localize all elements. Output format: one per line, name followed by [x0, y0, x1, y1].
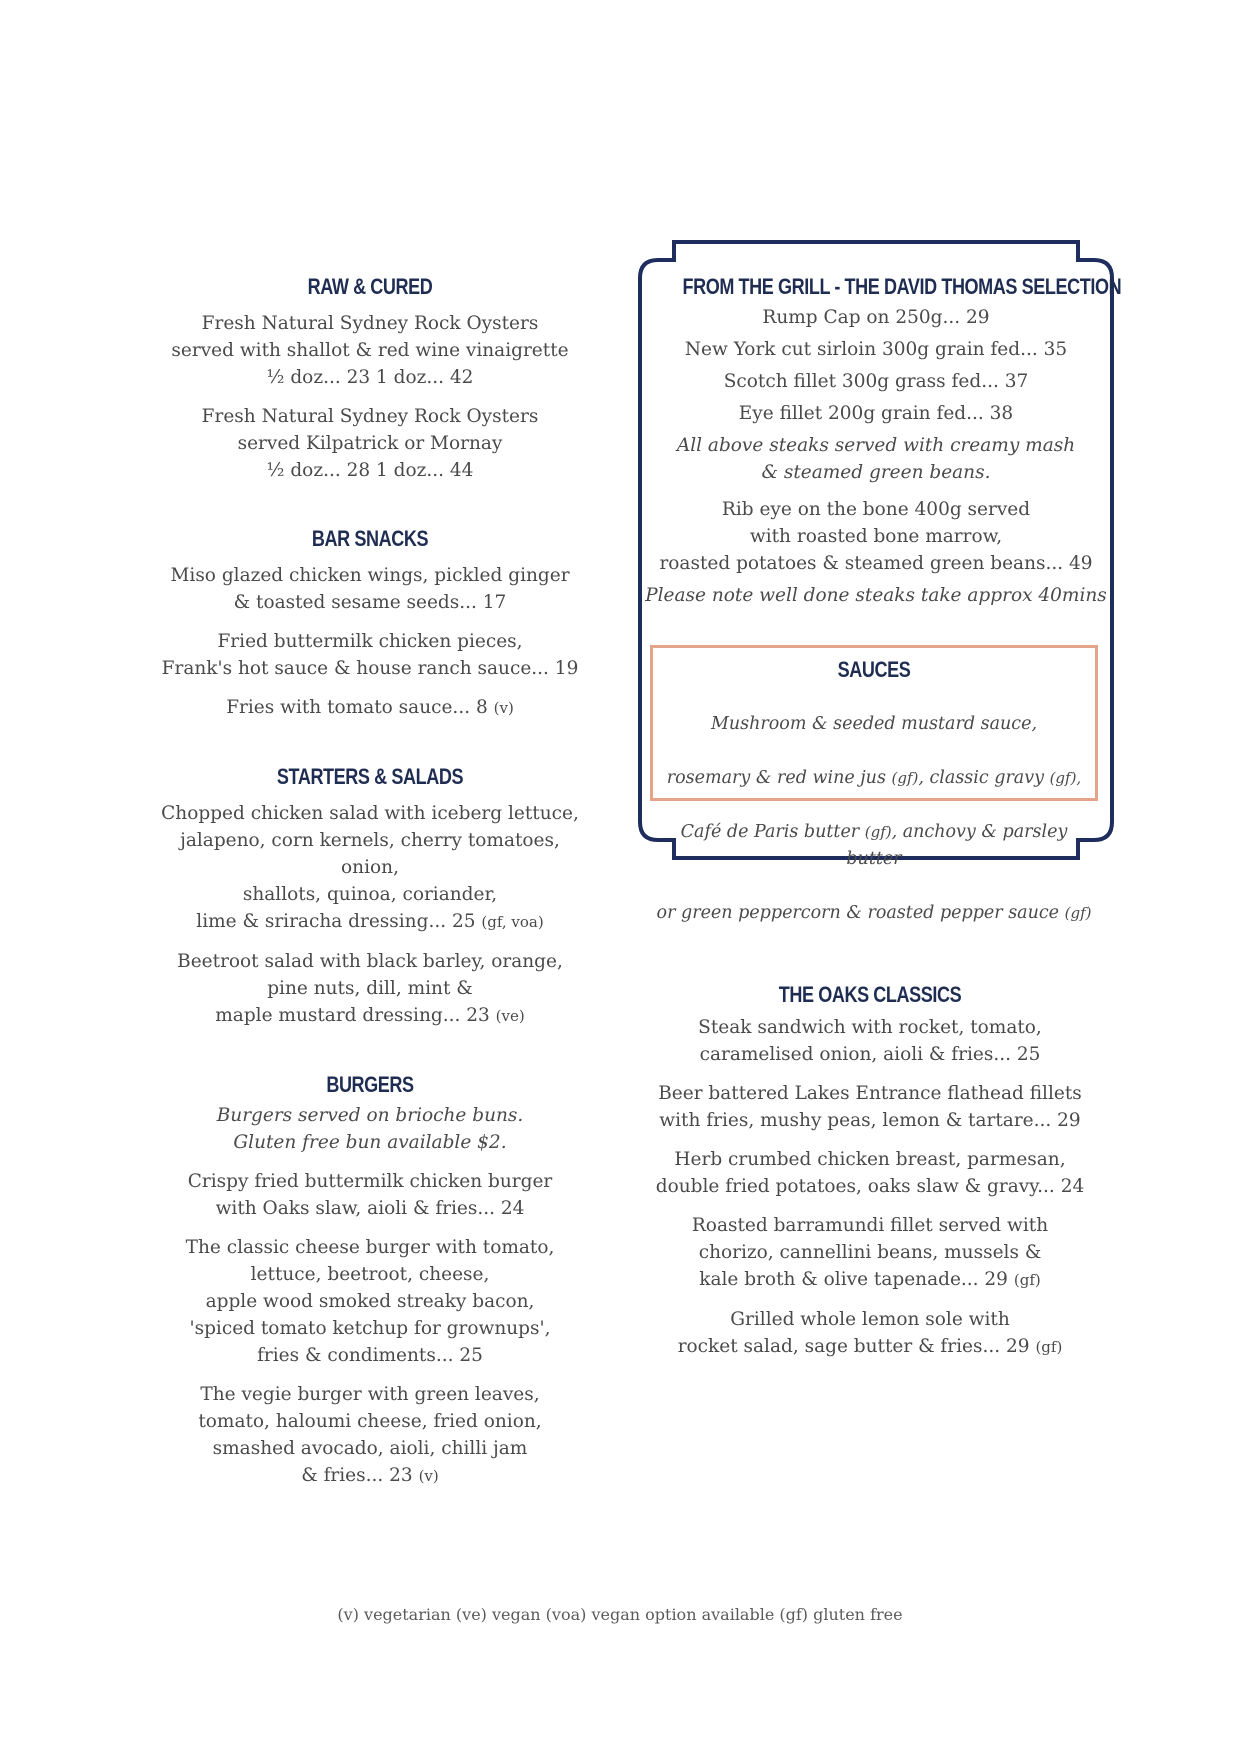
oaks-classics-section	[640, 980, 1100, 1373]
dietary-legend: (v) vegetarian (ve) vegan (voa) vegan option available (gf) gluten free	[337, 1605, 903, 1624]
sauces-line	[653, 819, 1095, 873]
oaks-heading: THE OAKS CLASSICS	[778, 982, 962, 1007]
sauces-text: , classic gravy	[918, 768, 1050, 788]
sauces-box	[650, 645, 1098, 923]
menu-item-text: The vegie burger with green leaves, tomato, haloumi cheese, fried onion, smashed avocado, aioli, chilli jam & fries... 23	[198, 1384, 542, 1486]
dietary-tag: (v)	[418, 1467, 439, 1485]
burgers-section	[150, 1070, 590, 1490]
dietary-tag: (gf)	[1035, 1338, 1063, 1356]
steak-note: All above steaks served with creamy mash & steamed green beans.	[676, 435, 1076, 483]
left-column	[150, 272, 590, 1534]
sauces-line: Mushroom & seeded mustard sauce,	[710, 714, 1038, 734]
menu-item	[640, 1212, 1100, 1294]
raw-cured-heading: RAW & CURED	[307, 274, 433, 299]
sauces-line	[653, 900, 1095, 927]
menu-item-text: Beetroot salad with black barley, orange, pine nuts, dill, mint & maple mustard dressing... 23	[177, 951, 563, 1026]
dietary-tag: (gf),	[1049, 769, 1082, 787]
dietary-tag: (ve)	[495, 1007, 525, 1025]
menu-item: The classic cheese burger with tomato, lettuce, beetroot, cheese, apple wood smoked streaky bacon, 'spiced tomato ketchup for grownups', fries & condiments... 25	[185, 1237, 555, 1366]
sauces-list	[653, 684, 1095, 954]
menu-item: Crispy fried buttermilk chicken burger with Oaks slaw, aioli & fries... 24	[187, 1171, 553, 1219]
menu-item: New York cut sirloin 300g grain fed... 35	[684, 339, 1068, 360]
menu-item: Fresh Natural Sydney Rock Oysters served Kilpatrick or Mornay ½ doz... 28 1 doz... 44	[201, 406, 539, 481]
sauces-heading: SAUCES	[837, 657, 911, 682]
menu-item-text: Fries with tomato sauce... 8	[226, 697, 488, 718]
starters-section	[150, 762, 590, 1030]
grill-section	[640, 272, 1122, 619]
burgers-note: Burgers served on brioche buns. Gluten free bun available $2.	[216, 1105, 524, 1153]
sauces-line	[653, 765, 1095, 792]
sauces-text: or green peppercorn & roasted pepper sauce	[656, 903, 1065, 923]
grill-heading: FROM THE GRILL - THE DAVID THOMAS SELECTION	[682, 274, 1122, 299]
well-done-note: Please note well done steaks take approx 40mins	[645, 585, 1107, 606]
dietary-tag: (gf)	[891, 769, 919, 787]
menu-item: Scotch fillet 300g grass fed... 37	[723, 371, 1029, 392]
menu-item: Rib eye on the bone 400g served with roasted bone marrow, roasted potatoes & steamed green beans... 49	[659, 499, 1093, 574]
menu-item: Steak sandwich with rocket, tomato, caramelised onion, aioli & fries... 25	[698, 1017, 1042, 1065]
menu-item: Rump Cap on 250g... 29	[762, 307, 990, 328]
sauces-text: rosemary & red wine jus	[666, 768, 892, 788]
menu-item	[150, 800, 590, 936]
menu-item	[150, 1381, 590, 1490]
bar-snacks-heading: BAR SNACKS	[311, 526, 429, 551]
menu-item-text: Grilled whole lemon sole with rocket salad, sage butter & fries... 29	[677, 1309, 1030, 1357]
bar-snacks-section	[150, 524, 590, 722]
menu-item-text: Chopped chicken salad with iceberg lettuce, jalapeno, corn kernels, cherry tomatoes, onion, shallots, quinoa, coriander, lime & sriracha dressing... 25	[161, 803, 579, 932]
menu-item: Fresh Natural Sydney Rock Oysters served with shallot & red wine vinaigrette ½ doz... 23 1 doz... 42	[171, 313, 569, 388]
menu-item: Fried buttermilk chicken pieces, Frank's hot sauce & house ranch sauce... 19	[161, 631, 579, 679]
dietary-tag: (gf)	[864, 823, 892, 841]
dietary-tag: (gf, voa)	[481, 913, 544, 931]
sauces-text: Café de Paris butter	[680, 822, 865, 842]
menu-item	[640, 1306, 1100, 1361]
menu-item	[150, 694, 590, 722]
sauces-text: , anchovy & parsley butter	[846, 822, 1068, 869]
menu-item: Eye fillet 200g grain fed... 38	[738, 403, 1014, 424]
burgers-heading: BURGERS	[326, 1072, 414, 1097]
dietary-tag: (gf)	[1064, 904, 1092, 922]
raw-cured-section	[150, 272, 590, 484]
menu-item-text: Roasted barramundi fillet served with chorizo, cannellini beans, mussels & kale broth & olive tapenade... 29	[691, 1215, 1049, 1290]
menu-item: Herb crumbed chicken breast, parmesan, double fried potatoes, oaks slaw & gravy... 24	[655, 1149, 1085, 1197]
menu-item: Beer battered Lakes Entrance flathead fillets with fries, mushy peas, lemon & tartare... 29	[658, 1083, 1082, 1131]
menu-item: Miso glazed chicken wings, pickled ginger & toasted sesame seeds... 17	[170, 565, 570, 613]
starters-heading: STARTERS & SALADS	[276, 764, 464, 789]
menu-item	[150, 948, 590, 1030]
dietary-tag: (v)	[493, 699, 514, 717]
dietary-tag: (gf)	[1013, 1271, 1041, 1289]
